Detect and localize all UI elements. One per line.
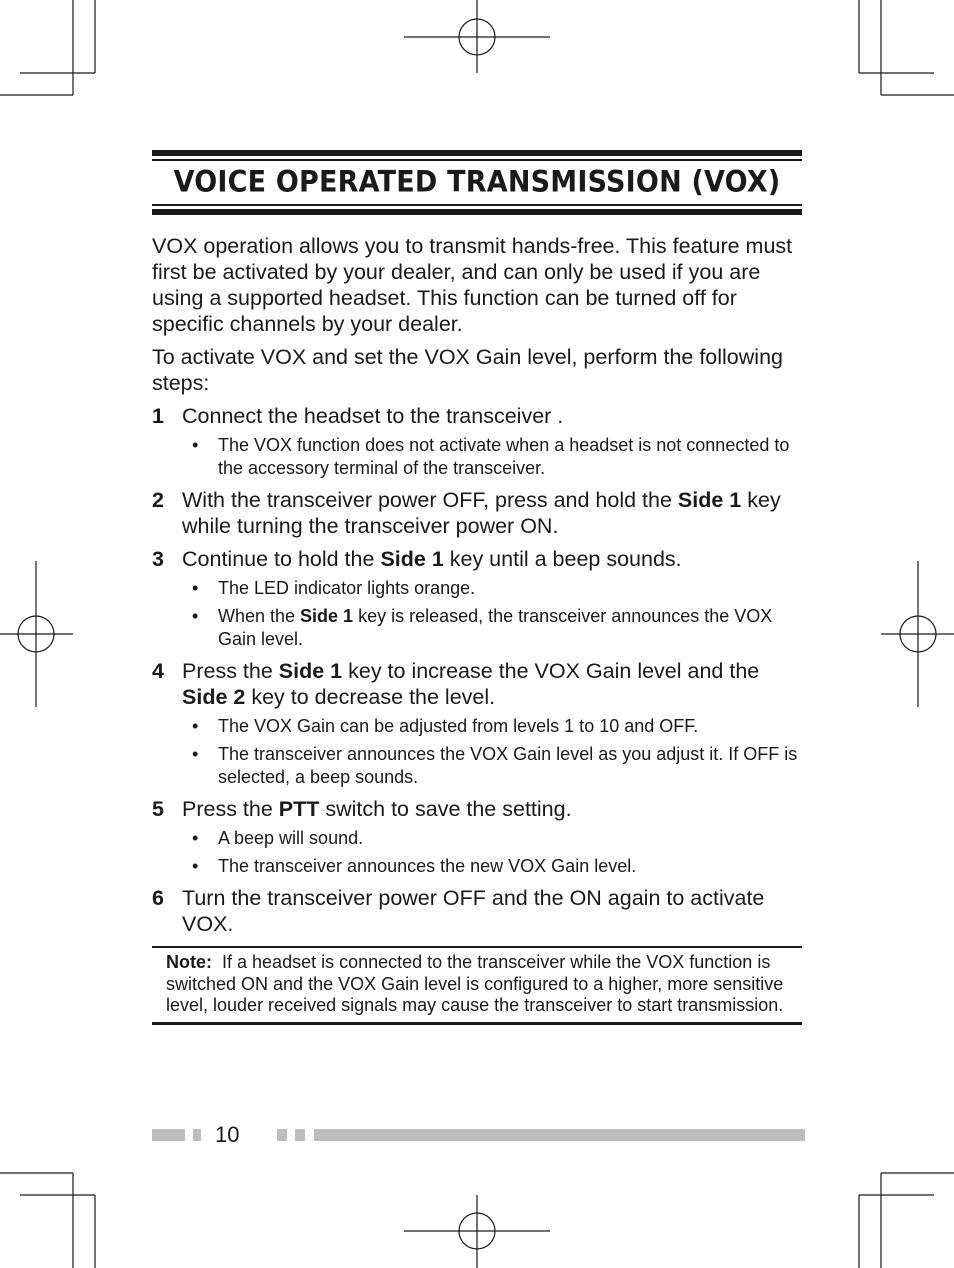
title-bottom-rule-thick xyxy=(152,209,802,215)
bullet-icon: • xyxy=(192,856,199,876)
footer-bar-left-small xyxy=(193,1129,201,1141)
step-6 xyxy=(152,885,802,937)
key-name: Side 1 xyxy=(380,547,444,571)
steps-list xyxy=(152,403,802,937)
sub-bullet-item: • The VOX Gain can be adjusted from levels 1 to 10 and OFF. xyxy=(192,716,699,736)
step-1-notes xyxy=(182,434,802,480)
step-4 xyxy=(152,658,802,789)
title-bottom-rule-thin xyxy=(152,204,802,206)
sub-bullet-item: • The transceiver announces the VOX Gain level as you adjust it. If OFF is selected, a beep sounds. xyxy=(192,744,798,787)
key-name: Side 1 xyxy=(300,606,354,626)
step-text: Press the Side 1 key to increase the VOX Gain level and the Side 2 key to decrease the level. xyxy=(182,659,760,709)
footer-bar-square-2 xyxy=(295,1129,305,1141)
step-3-notes xyxy=(182,577,802,651)
sub-bullet-item: • A beep will sound. xyxy=(192,828,364,848)
footer-bar-left xyxy=(152,1129,185,1141)
step-text: Continue to hold the Side 1 key until a beep sounds. xyxy=(182,547,682,571)
sub-bullet-item: • When the Side 1 key is released, the transceiver announces the VOX Gain level. xyxy=(192,606,773,649)
step-text: Connect the headset to the transceiver . xyxy=(182,404,564,428)
sub-bullet-item: • The transceiver announces the new VOX Gain level. xyxy=(192,856,637,876)
instructions-paragraph: To activate VOX and set the VOX Gain level, perform the following steps: xyxy=(152,345,783,395)
key-name: Side 1 xyxy=(677,488,742,512)
footer-bar-square-1 xyxy=(277,1129,287,1141)
bullet-icon: • xyxy=(192,578,199,598)
title-top-rule-thick xyxy=(152,150,802,156)
key-name: PTT xyxy=(278,797,320,821)
page-number: 10 xyxy=(215,1122,240,1147)
note-box xyxy=(152,946,802,1025)
step-number: 4 xyxy=(152,659,164,683)
note-text: If a headset is connected to the transceiver while the VOX function is switched ON and the VOX Gain level is configured to a higher, more sensitive level, louder received signals may cause the transceiver to start transmission. xyxy=(166,952,784,1015)
step-2 xyxy=(152,487,802,539)
step-text: Press the PTT switch to save the setting. xyxy=(182,797,572,821)
footer-bar-long xyxy=(314,1129,805,1141)
sub-bullet-item: • The LED indicator lights orange. xyxy=(192,578,476,598)
step-number: 1 xyxy=(152,404,164,428)
step-5 xyxy=(152,796,802,878)
step-number: 5 xyxy=(152,797,164,821)
step-number: 2 xyxy=(152,488,164,512)
step-5-notes xyxy=(182,827,802,878)
page-footer xyxy=(152,1121,805,1149)
step-text: With the transceiver power OFF, press and hold the Side 1 key while turning the transceiver power ON. xyxy=(182,488,781,538)
step-3 xyxy=(152,546,802,651)
step-text: Turn the transceiver power OFF and the ON again to activate VOX. xyxy=(182,886,765,936)
intro-paragraph: VOX operation allows you to transmit hands-free. This feature must first be activated by your dealer, and can only be used if you are using a supported headset. This function can be turned off for specific channels by your dealer. xyxy=(152,234,793,336)
bullet-icon: • xyxy=(192,744,199,764)
bullet-icon: • xyxy=(192,828,199,848)
bullet-icon: • xyxy=(192,716,199,736)
bullet-icon: • xyxy=(192,435,199,455)
sub-bullet-item: • The VOX function does not activate when a headset is not connected to the accessory terminal of the transceiver. xyxy=(192,435,790,478)
step-4-notes xyxy=(182,715,802,789)
title-top-rule-thin xyxy=(152,159,802,161)
bullet-icon: • xyxy=(192,606,199,626)
step-number: 3 xyxy=(152,547,164,571)
step-1 xyxy=(152,403,802,480)
step-number: 6 xyxy=(152,886,164,910)
section-title: VOICE OPERATED TRANSMISSION (VOX) xyxy=(173,165,781,200)
key-name: Side 1 xyxy=(278,659,343,683)
note-label: Note: xyxy=(166,952,212,972)
page-content xyxy=(152,150,802,1025)
key-name: Side 2 xyxy=(182,685,246,709)
